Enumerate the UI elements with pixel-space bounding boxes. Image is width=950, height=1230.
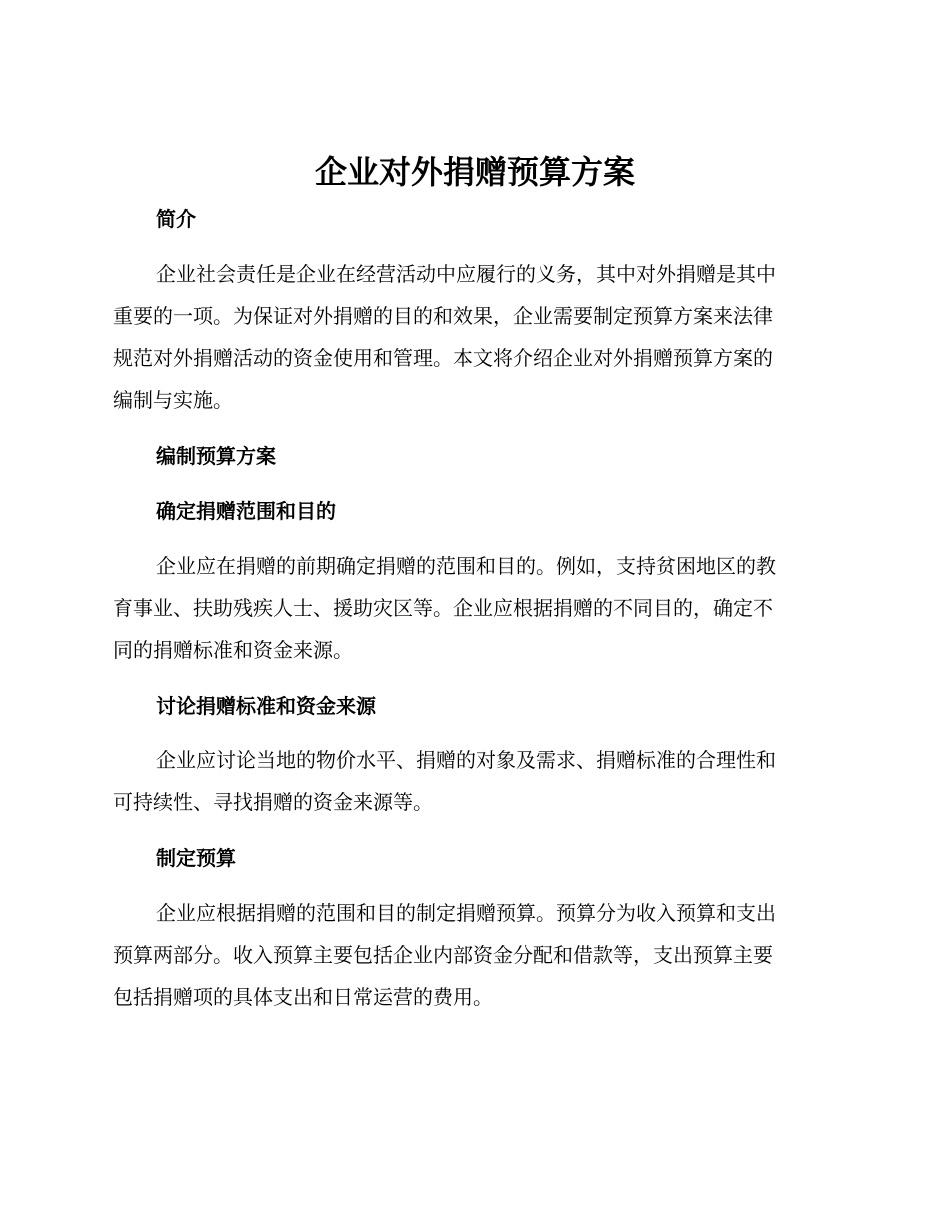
paragraph-line: 重要的一项。为保证对外捐赠的目的和效果，企业需要制定预算方案来法律 xyxy=(113,304,773,328)
document-title: 企业对外捐赠预算方案 xyxy=(314,153,635,191)
paragraph-line: 同的捐赠标准和资金来源。 xyxy=(113,638,353,662)
paragraph-line: 企业应根据捐赠的范围和目的制定捐赠预算。预算分为收入预算和支出 xyxy=(156,901,776,925)
paragraph-line: 育事业、扶助残疾人士、援助灾区等。企业应根据捐赠的不同目的，确定不 xyxy=(113,596,773,620)
heading-scope: 确定捐赠范围和目的 xyxy=(156,499,336,523)
paragraph-line: 预算两部分。收入预算主要包括企业内部资金分配和借款等，支出预算主要 xyxy=(113,943,773,967)
heading-standards: 讨论捐赠标准和资金来源 xyxy=(156,694,376,718)
paragraph-line: 规范对外捐赠活动的资金使用和管理。本文将介绍企业对外捐赠预算方案的 xyxy=(113,346,773,370)
paragraph-line: 可持续性、寻找捐赠的资金来源等。 xyxy=(113,790,433,814)
paragraph-intro xyxy=(113,253,833,421)
paragraph-line: 包括捐赠项的具体支出和日常运营的费用。 xyxy=(113,985,493,1009)
paragraph-line: 企业社会责任是企业在经营活动中应履行的义务，其中对外捐赠是其中 xyxy=(156,262,776,286)
heading-intro: 简介 xyxy=(156,207,196,231)
paragraph-standards xyxy=(113,739,833,823)
paragraph-line: 企业应在捐赠的前期确定捐赠的范围和目的。例如，支持贫困地区的教 xyxy=(156,554,776,578)
heading-budget: 制定预算 xyxy=(156,846,236,870)
paragraph-line: 企业应讨论当地的物价水平、捐赠的对象及需求、捐赠标准的合理性和 xyxy=(156,748,776,772)
heading-compile-budget: 编制预算方案 xyxy=(156,444,276,468)
paragraph-line: 编制与实施。 xyxy=(113,388,233,412)
paragraph-budget xyxy=(113,892,833,1018)
paragraph-scope xyxy=(113,545,833,671)
